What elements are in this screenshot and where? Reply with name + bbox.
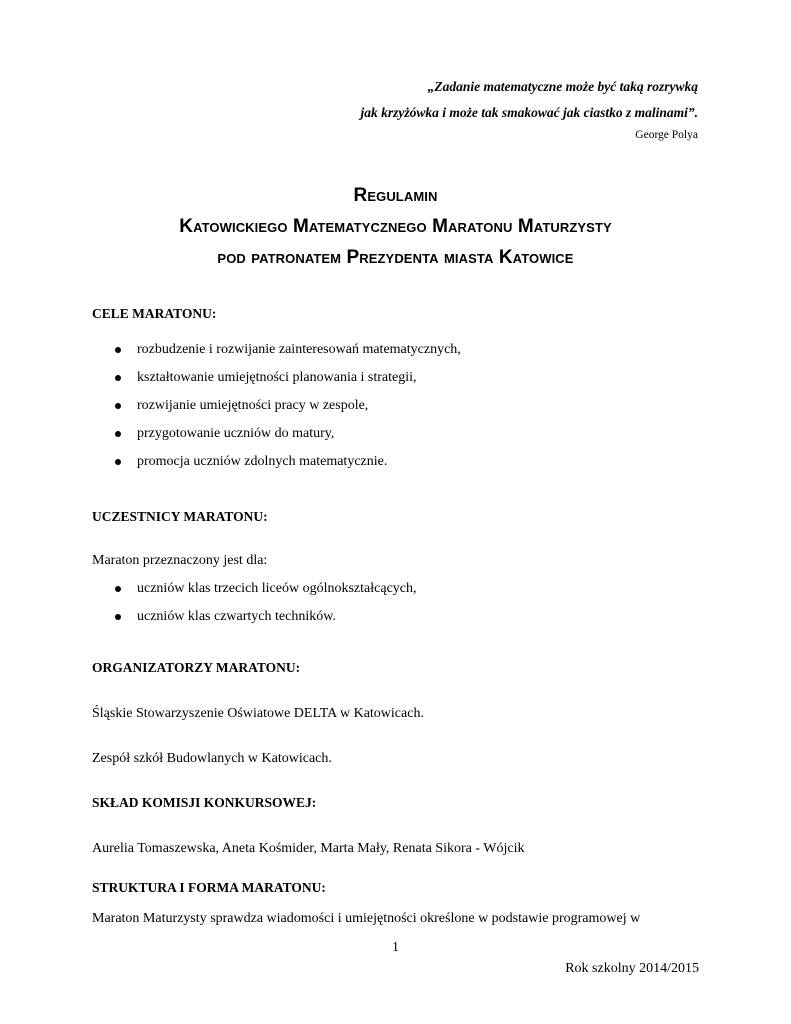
commission-members: Aurelia Tomaszewska, Aneta Kośmider, Marta Mały, Renata Sikora - Wójcik <box>92 841 525 856</box>
uczestnicy-intro: Maraton przeznaczony jest dla: <box>92 553 268 568</box>
epigraph-author: George Polya <box>635 129 698 141</box>
struktura-text: Maraton Maturzysty sprawdza wiadomości i umiejętności określone w podstawie programowej w <box>92 911 641 926</box>
list-item: rozwijanie umiejętności pracy w zespole, <box>92 396 461 424</box>
section-heading-organizatorzy: ORGANIZATORZY MARATONU: <box>92 660 301 675</box>
list-item: promocja uczniów zdolnych matematycznie. <box>92 452 461 480</box>
title-line-1: Regulamin <box>353 185 438 206</box>
epigraph-line-2: jak krzyżówka i może tak smakować jak ciastko z malinami”. <box>360 105 698 120</box>
uczestnicy-list <box>92 579 417 635</box>
bullet-icon <box>115 347 121 353</box>
organizer-2: Zespół szkół Budowlanych w Katowicach. <box>92 751 332 766</box>
section-heading-uczestnicy: UCZESTNICY MARATONU: <box>92 509 268 524</box>
section-heading-struktura: STRUKTURA I FORMA MARATONU: <box>92 880 326 895</box>
list-item: rozbudzenie i rozwijanie zainteresowań matematycznych, <box>92 340 461 368</box>
section-heading-cele: CELE MARATONU: <box>92 306 217 321</box>
bullet-icon <box>115 459 121 465</box>
epigraph-line-1: „Zadanie matematyczne może być taką rozrywką <box>427 79 698 94</box>
section-heading-komisja: SKŁAD KOMISJI KONKURSOWEJ: <box>92 795 317 810</box>
bullet-icon <box>115 431 121 437</box>
bullet-icon <box>115 586 121 592</box>
bullet-icon <box>115 403 121 409</box>
title-line-3: pod patronatem Prezydenta miasta Katowice <box>217 247 574 268</box>
bullet-icon <box>115 375 121 381</box>
list-item: uczniów klas trzecich liceów ogólnokształcących, <box>92 579 417 607</box>
cele-list <box>92 340 461 480</box>
footer-school-year: Rok szkolny 2014/2015 <box>565 961 699 976</box>
list-item: przygotowanie uczniów do matury, <box>92 424 461 452</box>
title-line-2: Katowickiego Matematycznego Maratonu Maturzysty <box>179 216 612 237</box>
document-title <box>0 180 791 273</box>
bullet-icon <box>115 614 121 620</box>
list-item: uczniów klas czwartych techników. <box>92 607 417 635</box>
epigraph <box>360 74 698 144</box>
page-number: 1 <box>392 940 399 955</box>
organizer-1: Śląskie Stowarzyszenie Oświatowe DELTA w Katowicach. <box>92 706 424 721</box>
list-item: kształtowanie umiejętności planowania i strategii, <box>92 368 461 396</box>
